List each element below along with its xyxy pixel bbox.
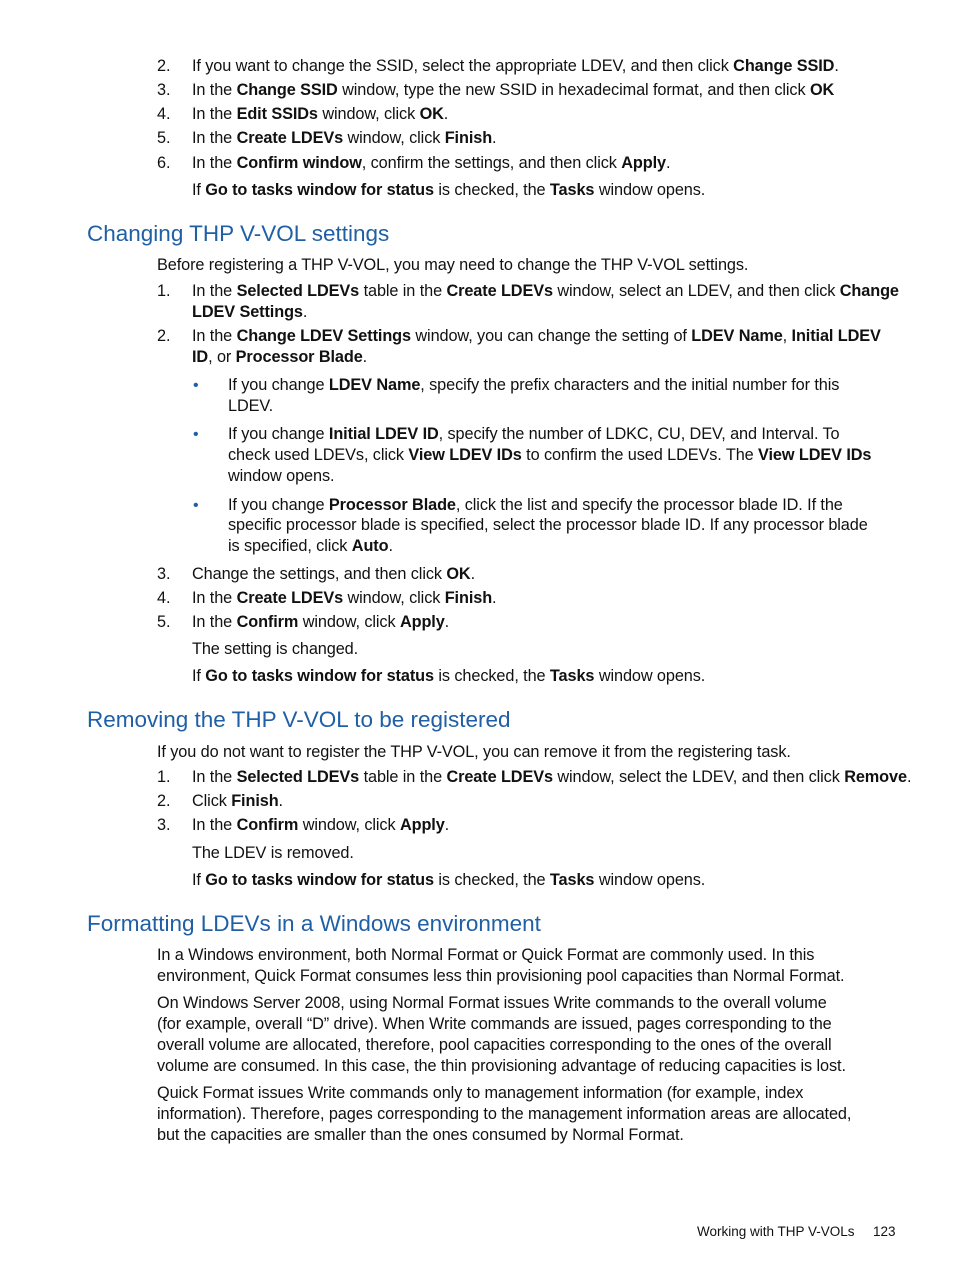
- paragraph-line: environment, Quick Format consumes less thin provisioning pool capacities than Normal Format.: [157, 967, 845, 985]
- step-result: The LDEV is removed.: [192, 844, 354, 862]
- paragraph-line: In a Windows environment, both Normal Format or Quick Format are commonly used. In this: [157, 946, 815, 964]
- step-number: 1.: [157, 282, 171, 300]
- step-text: ID, or Processor Blade.: [192, 348, 368, 366]
- step-text: Click Finish.: [192, 792, 283, 810]
- bullet-text: check used LDEVs, click View LDEV IDs to confirm the used LDEVs. The View LDEV IDs: [228, 446, 872, 464]
- paragraph-line: On Windows Server 2008, using Normal Format issues Write commands to the overall volume: [157, 994, 827, 1012]
- step-text: In the Change SSID window, type the new SSID in hexadecimal format, and then click OK: [192, 81, 835, 99]
- section-heading: Formatting LDEVs in a Windows environment: [87, 911, 541, 936]
- bullet-text: window opens.: [228, 467, 335, 485]
- bullet-text: If you change Initial LDEV ID, specify the number of LDKC, CU, DEV, and Interval. To: [228, 425, 840, 443]
- paragraph-line: but the capacities are smaller than the ones consumed by Normal Format.: [157, 1126, 684, 1144]
- step-result: The setting is changed.: [192, 640, 359, 658]
- step-number: 5.: [157, 613, 171, 631]
- step-note: If Go to tasks window for status is checked, the Tasks window opens.: [192, 871, 706, 889]
- step-number: 2.: [157, 792, 171, 810]
- step-text: In the Create LDEVs window, click Finish.: [192, 129, 497, 147]
- step-note: If Go to tasks window for status is checked, the Tasks window opens.: [192, 181, 706, 199]
- section-heading: Changing THP V-VOL settings: [87, 221, 390, 246]
- step-number: 4.: [157, 589, 171, 607]
- paragraph-line: (for example, overall “D” drive). When Write commands are issued, pages corresponding to the: [157, 1015, 832, 1033]
- paragraph-line: information). Therefore, pages corresponding to the management information areas are allocated,: [157, 1105, 852, 1123]
- paragraph-line: Quick Format issues Write commands only to management information (for example, index: [157, 1084, 804, 1102]
- step-text: In the Change LDEV Settings window, you can change the setting of LDEV Name, Initial LDEV: [192, 327, 881, 345]
- step-text: If you want to change the SSID, select the appropriate LDEV, and then click Change SSID.: [192, 57, 839, 75]
- step-number: 6.: [157, 154, 171, 172]
- step-note: If Go to tasks window for status is checked, the Tasks window opens.: [192, 667, 706, 685]
- bullet-text: is specified, click Auto.: [228, 537, 393, 555]
- bullet-text: If you change LDEV Name, specify the prefix characters and the initial number for this: [228, 376, 840, 394]
- step-text: In the Selected LDEVs table in the Create LDEVs window, select an LDEV, and then click Change: [192, 282, 899, 300]
- bullet-text: specific processor blade is specified, select the processor blade ID. If any processor blade: [228, 516, 868, 534]
- step-text: Change the settings, and then click OK.: [192, 565, 476, 583]
- footer-section-title: Working with THP V-VOLs: [697, 1224, 855, 1239]
- section-intro: If you do not want to register the THP V-VOL, you can remove it from the registering task.: [157, 743, 791, 761]
- bullet-text: If you change Processor Blade, click the list and specify the processor blade ID. If the: [228, 496, 843, 514]
- bullet-icon: •: [193, 377, 199, 394]
- step-number: 2.: [157, 57, 171, 75]
- step-text: In the Confirm window, confirm the settings, and then click Apply.: [192, 154, 671, 172]
- step-text: In the Create LDEVs window, click Finish.: [192, 589, 497, 607]
- step-text: In the Edit SSIDs window, click OK.: [192, 105, 449, 123]
- section-intro: Before registering a THP V-VOL, you may need to change the THP V-VOL settings.: [157, 256, 749, 274]
- step-text: In the Confirm window, click Apply.: [192, 816, 450, 834]
- paragraph-line: overall volume are allocated, therefore, pool capacities corresponding to the ones of the overall: [157, 1036, 832, 1054]
- step-number: 3.: [157, 816, 171, 834]
- bullet-text: LDEV.: [228, 397, 274, 415]
- paragraph-line: volume are consumed. In this case, the thin provisioning advantage of reducing capacities is lost.: [157, 1057, 846, 1075]
- section-heading: Removing the THP V-VOL to be registered: [87, 707, 511, 732]
- step-number: 5.: [157, 129, 171, 147]
- footer-page-number: 123: [873, 1224, 896, 1239]
- bullet-icon: •: [193, 497, 199, 514]
- step-text: In the Confirm window, click Apply.: [192, 613, 450, 631]
- step-text: LDEV Settings.: [192, 303, 308, 321]
- step-number: 3.: [157, 81, 171, 99]
- step-number: 1.: [157, 768, 171, 786]
- bullet-icon: •: [193, 426, 199, 443]
- step-number: 4.: [157, 105, 171, 123]
- step-number: 3.: [157, 565, 171, 583]
- step-text: In the Selected LDEVs table in the Create LDEVs window, select the LDEV, and then click Remove.: [192, 768, 912, 786]
- step-number: 2.: [157, 327, 171, 345]
